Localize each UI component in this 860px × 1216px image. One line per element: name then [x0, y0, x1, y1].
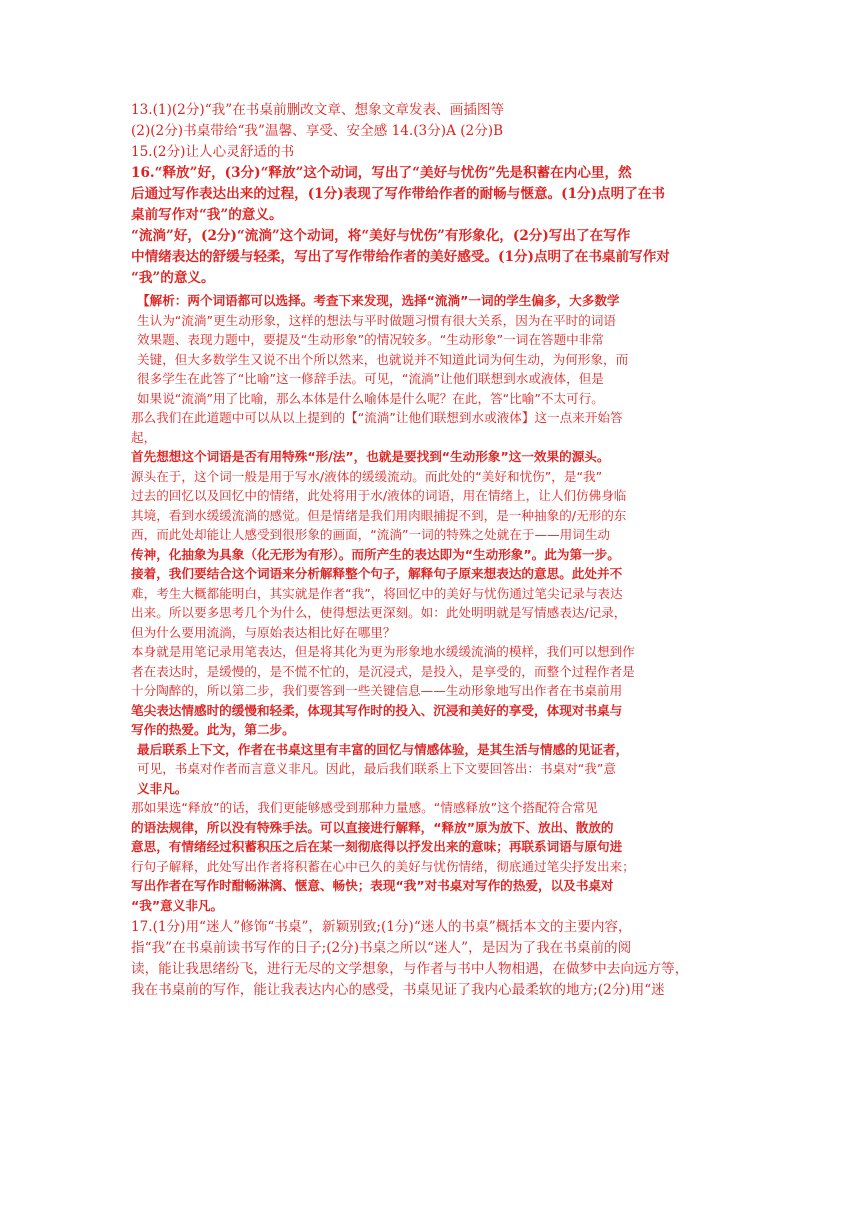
analysis-line: 但为什么要用流淌，与原始表达相比好在哪里？ [131, 624, 396, 640]
answer-document [131, 100, 731, 1001]
analysis-line: 最后联系上下文，作者在书桌这里有丰富的回忆与情感体验，是其生活与情感的见证者， [137, 741, 629, 757]
answer-17-line: 我在书桌前的写作，能让我表达内心的感受，书桌见证了我内心最柔软的地方;(2分)用“迷 [131, 982, 665, 998]
analysis-line: 源头在于，这个词一般是用于写水/液体的缓缓流动。而此处的“美好和忧伤”，是“我” [131, 468, 603, 484]
analysis-line: “我”意义非凡。 [131, 897, 224, 913]
analysis-line: 过去的回忆以及回忆中的情绪，此处将用于水/液体的词语，用在情绪上，让人们仿佛身临 [131, 488, 627, 503]
analysis-line: 如果说“流淌”用了比喻，那么本体是什么喻体是什么呢？在此，答“比喻”不太可行。 [137, 390, 604, 406]
analysis-line: 行句子解释，此处写出作者将积蓄在心中已久的美好与忧伤情绪，彻底通过笔尖抒发出来； [131, 858, 635, 874]
analysis-line: 写作的热爱。此为，第二步。 [131, 722, 295, 737]
analysis-line: 者在表达时，是缓慢的，是不慌不忙的，是沉浸式，是投入，是享受的，而整个过程作者是 [131, 663, 635, 679]
answer-16-line: 桌前写作对“我”的意义。 [131, 207, 283, 223]
answer-17-line: 指“我”在书桌前读书写作的日子;(2分)书桌之所以“迷人”，是因为了我在书桌前的阅 [131, 940, 632, 956]
analysis-line: 传神，化抽象为具象（化无形为有形）。而所产生的表达即为“生动形象”。此为第一步。 [131, 546, 620, 562]
analysis-line: 很多学生在此答了“比喻”这一修辞手法。可见，“流淌”让他们联想到水或液体，但是 [137, 371, 604, 386]
analysis-line: 意思，有情绪经过积蓄积压之后在某一刻彻底得以抒发出来的意味；再联系词语与原句进 [131, 839, 623, 854]
answer-16-alt-line: “我”的意义。 [131, 270, 215, 286]
answer-16-alt-line: 中情绪表达的舒缓与轻柔，写出了写作带给作者的美好感受。(1分)点明了在书桌前写作对 [131, 249, 670, 265]
analysis-line: 笔尖表达情感时的缓慢和轻柔，体现其写作时的投入、沉浸和美好的享受，体现对书桌与 [131, 702, 623, 718]
answer-17-line: 17.(1分)用“迷人”修饰“书桌”，新颖别致;(1分)“迷人的书桌”概括本文的主要内容， [131, 919, 632, 935]
analysis-line: 效果题、表现力题中，要提及“生动形象”的情况较多。“生动形象”一词在答题中非常 [137, 332, 604, 347]
analysis-line: 其境，看到水缓缓流淌的感觉。但是情绪是我们用肉眼捕捉不到，是一种抽象的/无形的东 [131, 507, 627, 523]
analysis-line: 起， [131, 429, 157, 445]
analysis-line: 接着，我们要结合这个词语来分析解释整个句子，解释句子原来想表达的意思。此处并不 [131, 566, 623, 581]
analysis-line: 难，考生大概都能明白，其实就是作者“我”，将回忆中的美好与忧伤通过笔尖记录与表达 [131, 585, 623, 601]
answer-13-1: 13.(1)(2分)“我”在书桌前删改文章、想象文章发表、画插图等 [131, 102, 505, 118]
answer-17-line: 读，能让我思绪纷飞，进行无尽的文学想象，与作者与书中人物相遇，在做梦中去向远方等， [131, 961, 689, 977]
analysis-line: 写出作者在写作时酣畅淋漓、惬意、畅快；表现“我”对书桌对写作的热爱，以及书桌对 [131, 878, 614, 893]
analysis-line: 关键，但大多数学生又说不出个所以然来，也就说并不知道此词为何生动，为何形象，而 [137, 351, 629, 367]
analysis-line: 义非凡。 [137, 780, 188, 796]
answer-16-line: 16.“释放”好，(3分)“释放”这个动词，写出了“美好与忧伤”先是积蓄在内心里，然 [131, 165, 632, 181]
analysis-line: 本身就是用笔记录用笔表达，但是将其化为更为形象地水缓缓流淌的模样，我们可以想到作 [131, 644, 635, 659]
analysis-line: 可见，书桌对作者而言意义非凡。因此，最后我们联系上下文要回答出：书桌对“我”意 [137, 761, 617, 776]
analysis-line: 生认为“流淌”更生动形象，这样的想法与平时做题习惯有很大关系，因为在平时的词语 [137, 312, 617, 328]
analysis-line: 西，而此处却能让人感受到很形象的画面，“流淌”一词的特殊之处就在于——用词生动 [131, 527, 611, 542]
analysis-line: 的语法规律，所以没有特殊手法。可以直接进行解释，“释放”原为放下、放出、散放的 [131, 819, 614, 835]
answer-15: 15.(2分)让人心灵舒适的书 [131, 144, 295, 160]
analysis-line: 首先想想这个词语是否有用特殊“形/法”，也就是要找到“生动形象”这一效果的源头。 [131, 449, 610, 464]
analysis-line: 十分陶醉的，所以第二步，我们要答到一些关键信息——生动形象地写出作者在书桌前用 [131, 683, 623, 698]
answer-16-line: 后通过写作表达出来的过程，(1分)表现了写作带给作者的耐畅与惬意。(1分)点明了在书 [131, 186, 666, 202]
analysis-line: 那如果选“释放”的话，我们更能够感受到那种力量感。“情感释放”这个搭配符合常见 [131, 800, 598, 815]
analysis-line: 出来。所以要多思考几个为什么，使得想法更深刻。如：此处明明就是写情感表达/记录， [131, 605, 627, 620]
analysis-line: 那么我们在此道题中可以从以上提到的【“流淌”让他们联想到水或液体】这一点来开始答 [131, 410, 623, 425]
answer-16-alt-line: “流淌”好，(2分)“流淌”这个动词，将“美好与忧伤”有形象化，(2分)写出了在写作 [131, 228, 631, 244]
answer-13-2-and-14: (2)(2分)书桌带给“我”温馨、享受、安全感 14.(3分)A (2分)B [131, 123, 504, 139]
analysis-line: 【解析：两个词语都可以选择。考查下来发现，选择“流淌”一词的学生偏多，大多数学 [137, 293, 620, 308]
